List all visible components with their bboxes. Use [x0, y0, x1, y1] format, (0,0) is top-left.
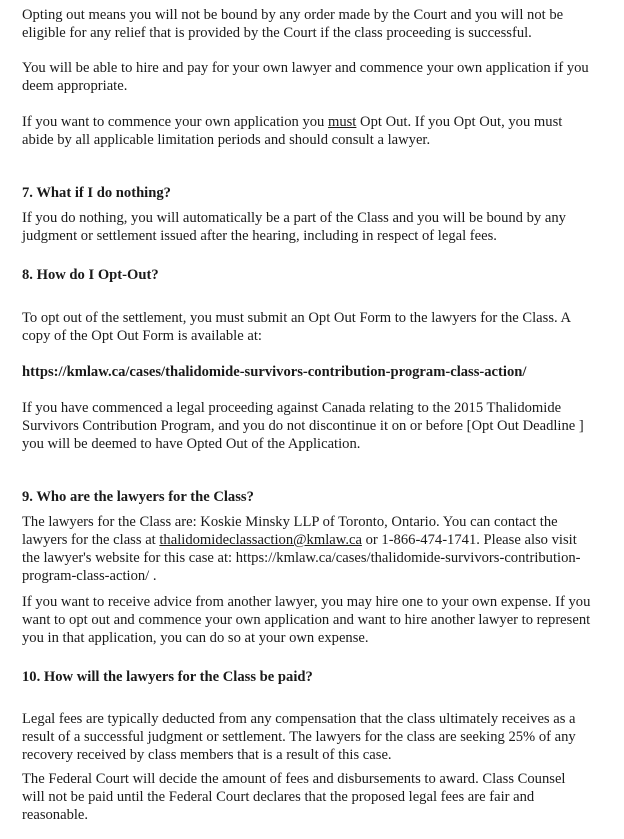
paragraph-opt-out-means [22, 6, 563, 42]
text-line: Legal fees are typically deducted from any compensation that the class ultimately receives as a [22, 711, 576, 727]
text-line: Opting out means you will not be bound by any order made by the Court and you will not be [22, 7, 564, 23]
heading-7: 7. What if I do nothing? [22, 185, 171, 201]
text-line: recovery received by class members that is a result of this case. [22, 747, 392, 763]
text-line [22, 531, 581, 549]
text-line: The Federal Court will decide the amount of fees and disbursements to award. Class Counsel [22, 771, 566, 787]
underlined-must: must [327, 114, 357, 130]
text-line: deem appropriate. [22, 78, 128, 94]
heading-9: 9. Who are the lawyers for the Class? [22, 489, 254, 505]
text-line: You will be able to hire and pay for your own lawyer and commence your own application if you [22, 60, 589, 76]
text-line: the lawyer's website for this case at: https://kmlaw.ca/cases/thalidomide-survivors-contribution- [22, 550, 581, 566]
text-line: Survivors Contribution Program, and you do not discontinue it on or before [Opt Out Deadline ] [22, 418, 584, 434]
text-line: The lawyers for the Class are: Koskie Minsky LLP of Toronto, Ontario. You can contact the [22, 514, 558, 530]
text-line [22, 113, 562, 131]
text-line: To opt out of the settlement, you must submit an Opt Out Form to the lawyers for the Class. A [22, 310, 572, 326]
paragraph-10 [22, 710, 576, 764]
text-line: you in that application, you can do so at your own expense. [22, 630, 369, 646]
text-line: will not be paid until the Federal Court declares that the proposed legal fees are fair and [22, 789, 535, 805]
email-link[interactable]: thalidomideclassaction@kmlaw.ca [159, 532, 362, 548]
paragraph-hire-lawyer [22, 59, 589, 95]
text-line: If you have commenced a legal proceeding against Canada relating to the 2015 Thalidomide [22, 400, 562, 416]
text-line: want to opt out and commence your own application and want to hire another lawyer to represent [22, 612, 591, 628]
paragraph-commence-application [22, 113, 562, 149]
heading-10: 10. How will the lawyers for the Class be paid? [22, 669, 313, 685]
paragraph-9 [22, 513, 581, 585]
paragraph-7 [22, 209, 566, 245]
text-line: copy of the Opt Out Form is available at: [22, 328, 262, 344]
text-line: eligible for any relief that is provided by the Court if the class proceeding is successful. [22, 25, 532, 41]
text-segment: or 1-866-474-1741. Please also visit [361, 532, 577, 548]
text-segment: If you want to commence your own application you [22, 114, 328, 130]
heading-8: 8. How do I Opt-Out? [22, 267, 159, 283]
text-line: abide by all applicable limitation periods and should consult a lawyer. [22, 132, 431, 148]
text-segment: Opt Out. If you Opt Out, you must [356, 114, 563, 130]
paragraph-9b [22, 593, 590, 647]
paragraph-8 [22, 309, 571, 345]
text-line: If you do nothing, you will automatically be a part of the Class and you will be bound by any [22, 210, 566, 226]
paragraph-10b [22, 770, 566, 824]
paragraph-8b [22, 399, 584, 453]
text-line: If you want to receive advice from another lawyer, you may hire one to your own expense. If you [22, 594, 591, 610]
text-line: program-class-action/ . [22, 568, 157, 584]
text-line: result of a successful judgment or settlement. The lawyers for the class are seeking 25% of any [22, 729, 576, 745]
text-line: reasonable. [22, 807, 89, 823]
text-line: you will be deemed to have Opted Out of the Application. [22, 436, 361, 452]
class-action-url[interactable]: https://kmlaw.ca/cases/thalidomide-survivors-contribution-program-class-action/ [22, 364, 527, 380]
text-segment: lawyers for the class at [22, 532, 160, 548]
text-line: judgment or settlement issued after the hearing, including in respect of legal fees. [22, 228, 497, 244]
